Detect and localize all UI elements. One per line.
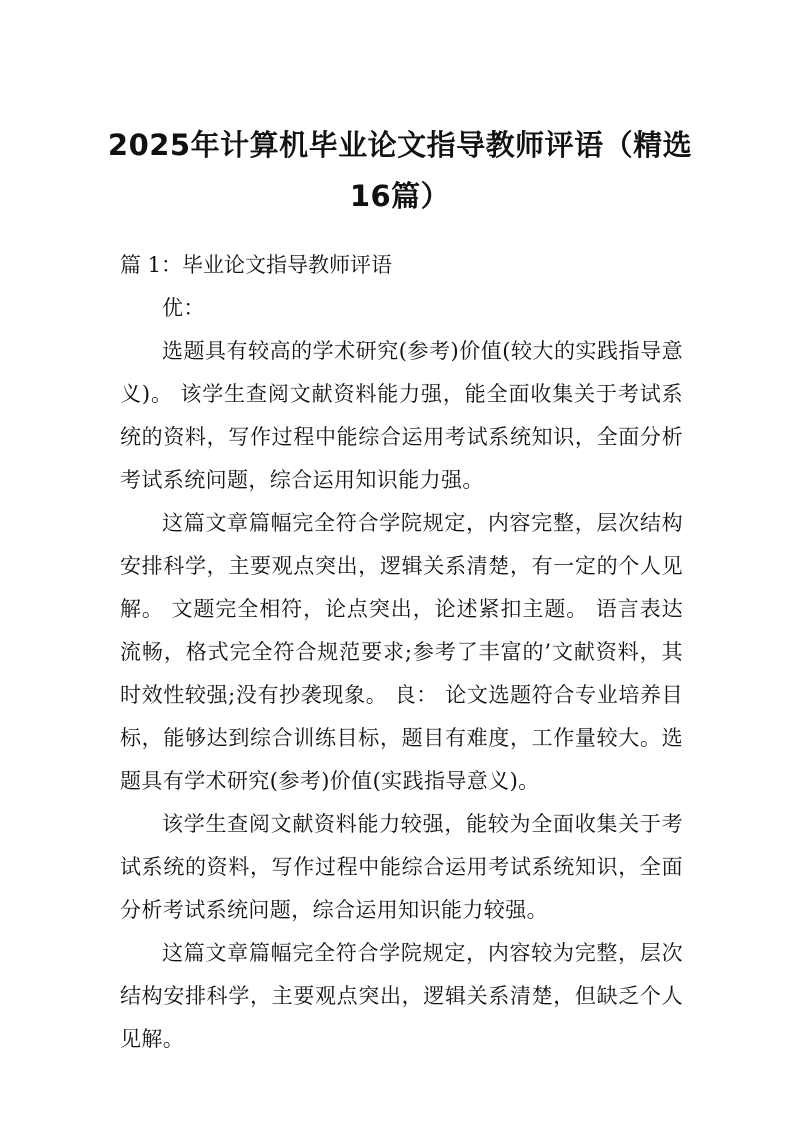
document-title bbox=[100, 120, 700, 222]
paragraph: 这篇文章篇幅完全符合学院规定，内容完整，层次结构安排科学，主要观点突出，逻辑关系清楚，有一定的个人见解。 文题完全相符，论点突出，论述紧扣主题。 语言表达流畅，格式完全符合规范要求;参考了丰富的’文献资料，其时效性较强;没有抄袭现象。 良： 论文选题符合专业培养目标，能够达到综合训练目标，题目有难度，工作量较大。选题具有学术研究(参考)价值(实践指导意义)。 bbox=[120, 511, 683, 793]
paragraph: 选题具有较高的学术研究(参考)价值(较大的实践指导意义)。 该学生查阅文献资料能力强，能全面收集关于考试系统的资料，写作过程中能综合运用考试系统知识，全面分析考试系统问题，综合运用知识能力强。 bbox=[120, 339, 683, 492]
paragraph-grade-excellent: 优： bbox=[162, 296, 205, 320]
document-title-line-1: 2025年计算机毕业论文指导教师评语（精选 bbox=[107, 128, 693, 162]
section-heading: 篇 1：毕业论文指导教师评语 bbox=[120, 253, 393, 277]
paragraph: 这篇文章篇幅完全符合学院规定，内容较为完整，层次结构安排科学，主要观点突出，逻辑关系清楚，但缺乏个人见解。 bbox=[120, 941, 683, 1051]
document-title-line-2: 16篇） bbox=[349, 179, 451, 213]
paragraph: 该学生查阅文献资料能力较强，能较为全面收集关于考试系统的资料，写作过程中能综合运用考试系统知识，全面分析考试系统问题，综合运用知识能力较强。 bbox=[120, 812, 683, 922]
document-body bbox=[120, 244, 683, 1061]
